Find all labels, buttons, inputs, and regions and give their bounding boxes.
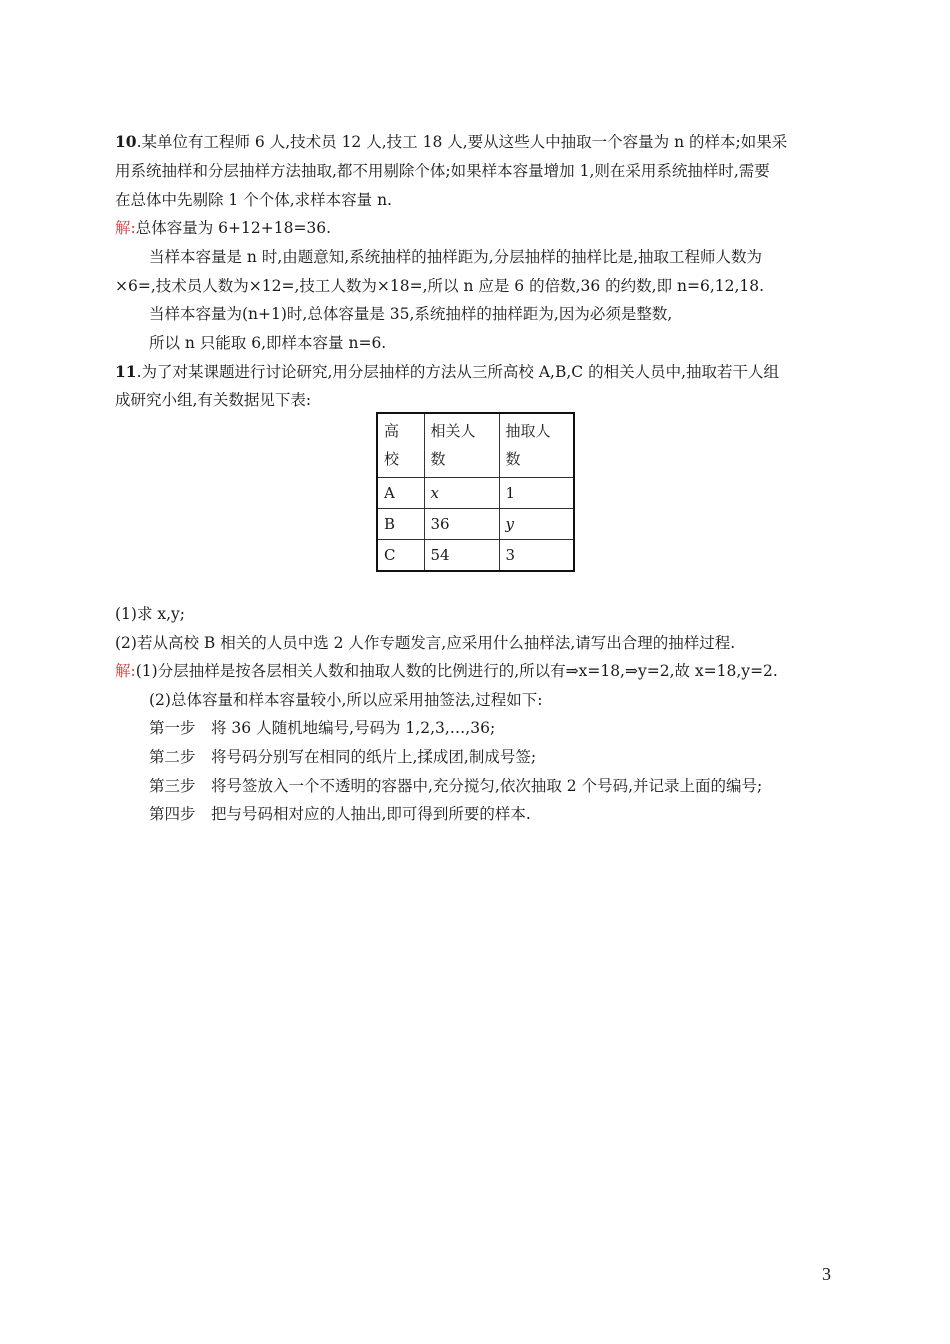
table-row (377, 478, 574, 509)
q11-solution-2: (2)总体容量和样本容量较小,所以应采用抽签法,过程如下: (149, 691, 543, 709)
q11-text-1: .为了对某课题进行讨论研究,用分层抽样的方法从三所高校 A,B,C 的相关人员中,抽取若干人组 (136, 363, 780, 381)
table-row (377, 509, 574, 540)
q10-text-1: .某单位有工程师 6 人,技术员 12 人,技工 18 人,要从这些人中抽取一个容量为 n 的样本;如果采 (136, 133, 788, 151)
table-header-cell: 抽取人 数 (499, 413, 574, 478)
table-cell: 1 (499, 478, 574, 509)
table-header-cell: 相关人 数 (424, 413, 499, 478)
q10-solution-5: 所以 n 只能取 6,即样本容量 n=6. (149, 334, 387, 352)
data-table (376, 412, 575, 572)
q11-solution-label: 解: (115, 662, 136, 680)
table-cell: A (377, 478, 424, 509)
q11-step-1: 第一步 将 36 人随机地编号,号码为 1,2,3,…,36; (149, 719, 496, 737)
q10-line-2: 用系统抽样和分层抽样方法抽取,都不用剔除个体;如果样本容量增加 1,则在采用系统抽样时,需要 (115, 162, 770, 180)
table-cell: 3 (499, 540, 574, 572)
table-cell: B (377, 509, 424, 540)
q11-solution-1 (115, 661, 835, 681)
q11-step-3: 第三步 将号签放入一个不透明的容器中,充分搅匀,依次抽取 2 个号码,并记录上面的编号; (149, 777, 763, 795)
table-header-cell: 高 校 (377, 413, 424, 478)
table-cell: x (424, 478, 499, 509)
table-cell: 36 (424, 509, 499, 540)
q11-line-1 (115, 362, 835, 382)
page-number: 3 (822, 1264, 831, 1284)
q10-line-3: 在总体中先剔除 1 个个体,求样本容量 n. (115, 191, 392, 209)
table-header-row (377, 413, 574, 478)
q10-solution-1 (115, 218, 835, 238)
q10-solution-text-1: 总体容量为 6+12+18=36. (135, 219, 332, 237)
q10-line-1 (115, 132, 835, 152)
q11-step-4: 第四步 把与号码相对应的人抽出,即可得到所要的样本. (149, 805, 531, 823)
table-row (377, 540, 574, 572)
q11-number: 11 (115, 362, 137, 381)
q11-line-2: 成研究小组,有关数据见下表: (115, 391, 312, 409)
q10-solution-3: ×6=,技术员人数为×12=,技工人数为×18=,所以 n 应是 6 的倍数,36 的约数,即 n=6,12,18. (115, 277, 765, 295)
q11-part-2: (2)若从高校 B 相关的人员中选 2 人作专题发言,应采用什么抽样法,请写出合理的抽样过程. (115, 634, 736, 652)
table-cell: 54 (424, 540, 499, 572)
table-cell: C (377, 540, 424, 572)
q11-part-1: (1)求 x,y; (115, 605, 186, 623)
q10-number: 10 (115, 132, 137, 151)
q10-solution-2: 当样本容量是 n 时,由题意知,系统抽样的抽样距为,分层抽样的抽样比是,抽取工程师人数为 (149, 248, 763, 266)
q10-solution-label: 解: (115, 219, 136, 237)
q10-solution-4: 当样本容量为(n+1)时,总体容量是 35,系统抽样的抽样距为,因为必须是整数, (149, 305, 673, 323)
q11-step-2: 第二步 将号码分别写在相同的纸片上,揉成团,制成号签; (149, 748, 537, 766)
table-cell: y (499, 509, 574, 540)
q11-solution-text-1: (1)分层抽样是按各层相关人数和抽取人数的比例进行的,所以有⇒x=18,⇒y=2,故 x=18,y=2. (135, 662, 778, 680)
